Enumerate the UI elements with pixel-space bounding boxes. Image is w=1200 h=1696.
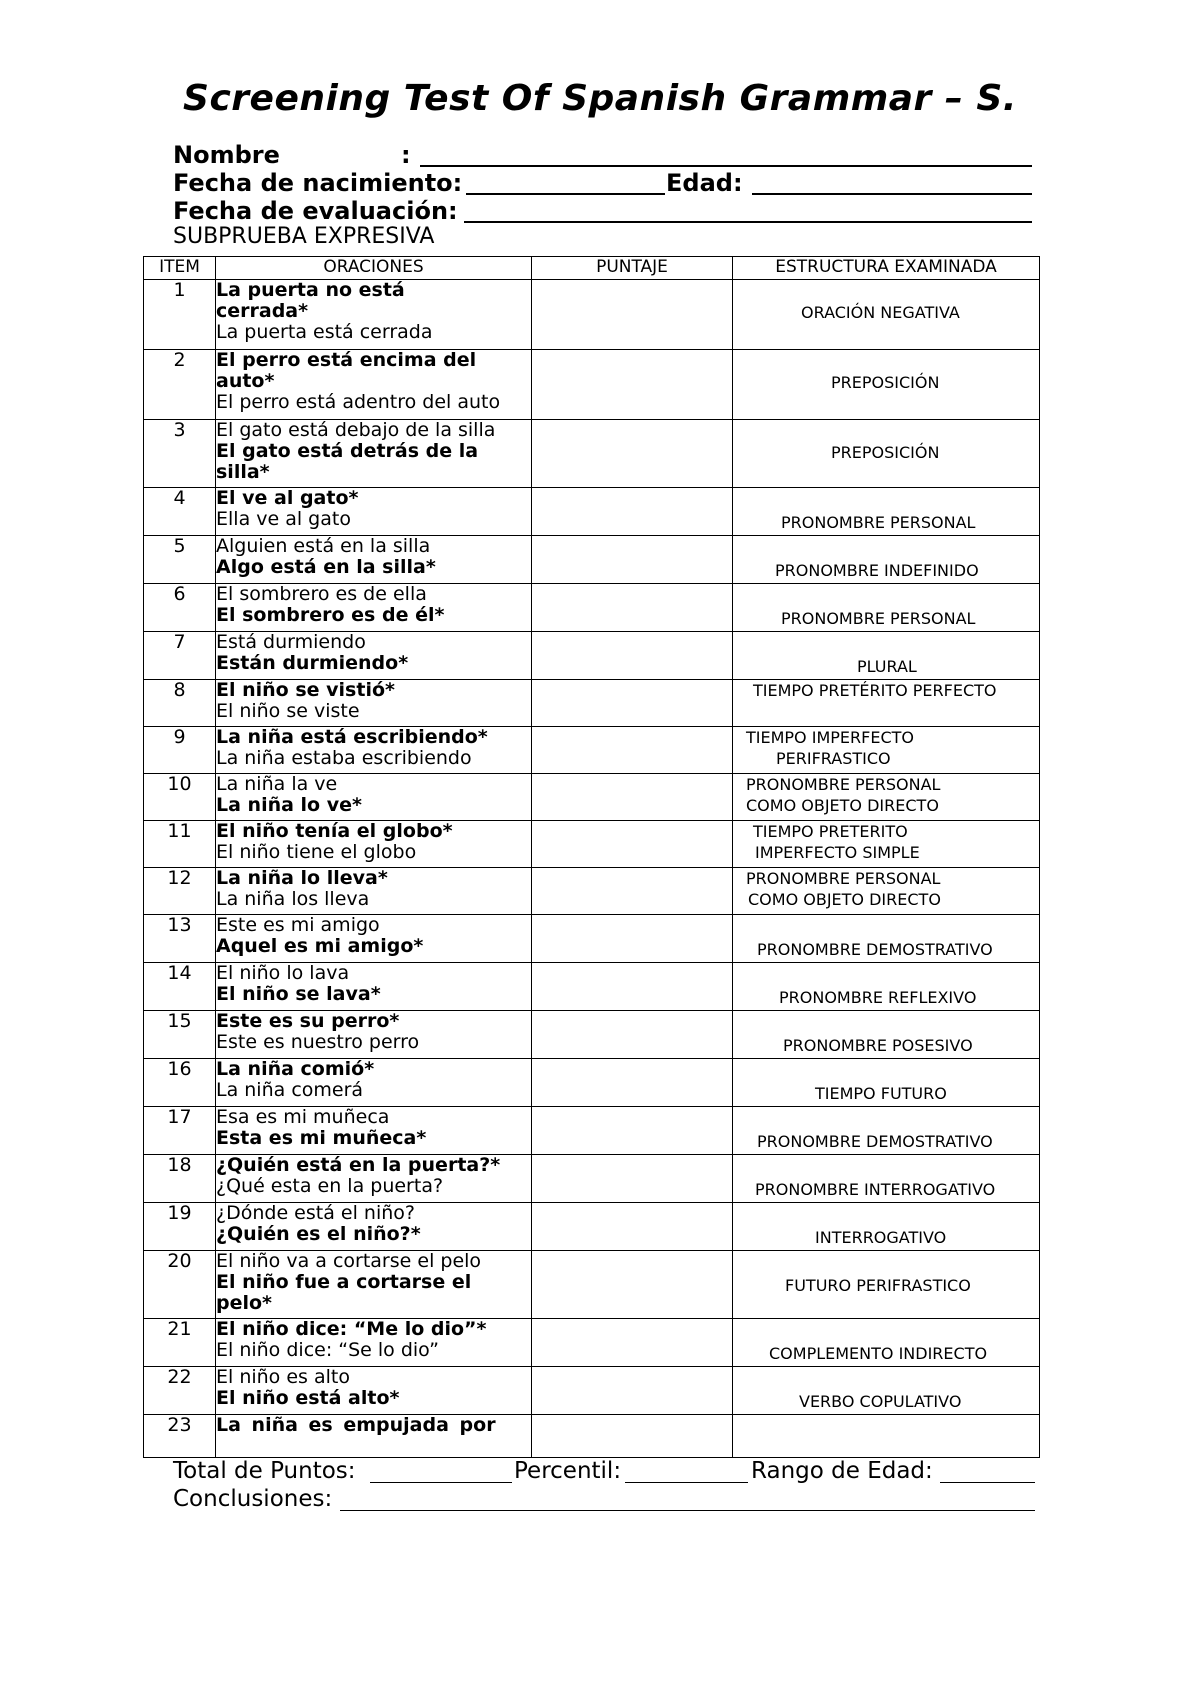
structure-cell: [733, 632, 1040, 680]
alternate-sentence: El niño es alto: [216, 1366, 350, 1388]
alternate-sentence: El sombrero es de ella: [216, 583, 427, 605]
sentences-cell: [216, 536, 532, 584]
sentences-cell: [216, 821, 532, 868]
alternate-sentence: El niño dice: “Se lo dio”: [216, 1339, 439, 1361]
item-number: 20: [144, 1251, 216, 1319]
score-cell[interactable]: [532, 821, 733, 868]
score-cell[interactable]: [532, 536, 733, 584]
structure-cell: [733, 1155, 1040, 1203]
target-sentence: auto*: [216, 370, 275, 392]
structure-label: PERIFRASTICO: [776, 749, 891, 768]
structure-label: VERBO COPULATIVO: [799, 1392, 962, 1411]
score-cell[interactable]: [532, 280, 733, 350]
percentil-label: Percentil:: [514, 1458, 622, 1484]
table-row: [144, 680, 1040, 727]
structure-label: PRONOMBRE INTERROGATIVO: [755, 1180, 996, 1199]
page-title: Screening Test Of Spanish Grammar – S.: [183, 78, 1017, 119]
target-sentence: La niña lo lleva*: [216, 867, 388, 889]
alternate-sentence: El niño va a cortarse el pelo: [216, 1250, 482, 1272]
table-row: [144, 584, 1040, 632]
structure-cell: [733, 488, 1040, 536]
header-puntaje: PUNTAJE: [532, 257, 733, 280]
score-cell[interactable]: [532, 1059, 733, 1107]
table-row: [144, 1251, 1040, 1319]
table-row: [144, 632, 1040, 680]
nombre-colon: :: [401, 141, 411, 169]
target-sentence: silla*: [216, 461, 270, 483]
structure-label: PRONOMBRE PERSONAL: [746, 775, 941, 794]
structure-label: ORACIÓN NEGATIVA: [801, 303, 960, 322]
structure-label: PRONOMBRE INDEFINIDO: [775, 561, 979, 580]
header-item: ITEM: [144, 257, 216, 280]
table-row: [144, 350, 1040, 420]
structure-label: INTERROGATIVO: [815, 1228, 947, 1247]
target-sentence: pelo*: [216, 1292, 272, 1314]
table-row: [144, 868, 1040, 915]
alternate-sentence: La niña la ve: [216, 773, 338, 795]
target-sentence: El niño dice: “Me lo dio”*: [216, 1318, 487, 1340]
item-number: 12: [144, 868, 216, 915]
structure-cell: [733, 1367, 1040, 1415]
table-header-row: [144, 257, 1040, 280]
sentences-cell: [216, 915, 532, 963]
table-row: [144, 727, 1040, 774]
target-sentence: El niño se lava*: [216, 983, 381, 1005]
structure-label: PREPOSICIÓN: [831, 443, 940, 462]
table-row: [144, 915, 1040, 963]
structure-cell: [733, 420, 1040, 488]
score-cell[interactable]: [532, 1155, 733, 1203]
alternate-sentence: Esa es mi muñeca: [216, 1106, 390, 1128]
table-row: [144, 536, 1040, 584]
alternate-sentence: Este es nuestro perro: [216, 1031, 420, 1053]
subtest-title: SUBPRUEBA EXPRESIVA: [173, 224, 435, 249]
sentences-cell: [216, 420, 532, 488]
score-cell[interactable]: [532, 1367, 733, 1415]
structure-label: TIEMPO PRETÉRITO PERFECTO: [753, 681, 997, 700]
table-row: [144, 280, 1040, 350]
sentences-cell: [216, 1155, 532, 1203]
sentences-cell: [216, 1203, 532, 1251]
alternate-sentence: El perro está adentro del auto: [216, 391, 501, 413]
structure-cell: [733, 280, 1040, 350]
target-sentence: La niña está escribiendo*: [216, 726, 488, 748]
item-number: 11: [144, 821, 216, 868]
sentences-cell: [216, 1107, 532, 1155]
table-row: [144, 1415, 1040, 1458]
structure-label: TIEMPO PRETERITO: [753, 822, 908, 841]
structure-cell: [733, 915, 1040, 963]
sentences-cell: [216, 584, 532, 632]
item-number: 15: [144, 1011, 216, 1059]
sentences-cell: [216, 1059, 532, 1107]
table-row: [144, 1059, 1040, 1107]
table-row: [144, 488, 1040, 536]
table-row: [144, 1319, 1040, 1367]
sentences-cell: [216, 488, 532, 536]
item-number: 17: [144, 1107, 216, 1155]
target-sentence: La puerta no está: [216, 279, 405, 301]
target-sentence: El niño está alto*: [216, 1387, 400, 1409]
table-row: [144, 1011, 1040, 1059]
score-cell[interactable]: [532, 632, 733, 680]
target-sentence: La niña lo ve*: [216, 794, 362, 816]
target-sentence: cerrada*: [216, 300, 309, 322]
structure-cell: [733, 1415, 1040, 1458]
sentences-cell: [216, 868, 532, 915]
structure-cell: [733, 1011, 1040, 1059]
conclusiones-label: Conclusiones:: [173, 1486, 333, 1512]
item-number: 16: [144, 1059, 216, 1107]
fecha-nacimiento-input-line[interactable]: [466, 193, 665, 195]
item-number: 8: [144, 680, 216, 727]
structure-label: FUTURO PERIFRASTICO: [785, 1276, 971, 1295]
item-number: 2: [144, 350, 216, 420]
item-number: 1: [144, 280, 216, 350]
score-cell[interactable]: [532, 963, 733, 1011]
header-oraciones: ORACIONES: [216, 257, 532, 280]
alternate-sentence: Este es mi amigo: [216, 914, 380, 936]
alternate-sentence: La niña los lleva: [216, 888, 370, 910]
nombre-label: Nombre: [173, 141, 280, 169]
structure-label: PLURAL: [857, 657, 917, 676]
structure-cell: [733, 774, 1040, 821]
structure-label: PRONOMBRE PERSONAL: [781, 609, 976, 628]
structure-label: PRONOMBRE REFLEXIVO: [779, 988, 977, 1007]
score-cell[interactable]: [532, 584, 733, 632]
target-sentence: El niño fue a cortarse el: [216, 1271, 472, 1293]
alternate-sentence: ¿Qué esta en la puerta?: [216, 1175, 444, 1197]
table-row: [144, 420, 1040, 488]
score-cell[interactable]: [532, 488, 733, 536]
structure-label: TIEMPO FUTURO: [815, 1084, 947, 1103]
score-cell[interactable]: [532, 915, 733, 963]
structure-cell: [733, 536, 1040, 584]
alternate-sentence: El gato está debajo de la silla: [216, 419, 496, 441]
sentences-cell: [216, 774, 532, 821]
sentences-cell: [216, 632, 532, 680]
score-cell[interactable]: [532, 1203, 733, 1251]
structure-label: COMO OBJETO DIRECTO: [748, 890, 941, 909]
item-number: 23: [144, 1415, 216, 1458]
sentences-cell: [216, 727, 532, 774]
total-puntos-label: Total de Puntos:: [173, 1458, 356, 1484]
sentences-cell: [216, 1415, 532, 1458]
sentences-cell: [216, 1011, 532, 1059]
score-cell[interactable]: [532, 350, 733, 420]
structure-cell: [733, 963, 1040, 1011]
edad-label: Edad:: [666, 169, 743, 197]
target-sentence: Algo está en la silla*: [216, 556, 436, 578]
table-row: [144, 774, 1040, 821]
fecha-evaluacion-label: Fecha de evaluación:: [173, 197, 458, 225]
target-sentence: Están durmiendo*: [216, 652, 409, 674]
structure-label: COMPLEMENTO INDIRECTO: [769, 1344, 988, 1363]
alternate-sentence: La niña comerá: [216, 1079, 364, 1101]
item-number: 14: [144, 963, 216, 1011]
alternate-sentence: La puerta está cerrada: [216, 321, 433, 343]
target-sentence: Aquel es mi amigo*: [216, 935, 424, 957]
table-row: [144, 821, 1040, 868]
item-number: 18: [144, 1155, 216, 1203]
structure-label: PRONOMBRE POSESIVO: [783, 1036, 973, 1055]
structure-label: PREPOSICIÓN: [831, 373, 940, 392]
alternate-sentence: El niño tiene el globo: [216, 841, 417, 863]
structure-label: IMPERFECTO SIMPLE: [755, 843, 920, 862]
structure-label: PRONOMBRE PERSONAL: [746, 869, 941, 888]
item-number: 10: [144, 774, 216, 821]
structure-cell: [733, 727, 1040, 774]
item-number: 4: [144, 488, 216, 536]
table-row: [144, 963, 1040, 1011]
table-row: [144, 1107, 1040, 1155]
item-number: 21: [144, 1319, 216, 1367]
score-cell[interactable]: [532, 1319, 733, 1367]
target-sentence: El sombrero es de él*: [216, 604, 445, 626]
item-number: 7: [144, 632, 216, 680]
target-sentence: La niña comió*: [216, 1058, 375, 1080]
target-sentence: El ve al gato*: [216, 487, 359, 509]
target-sentence: ¿Quién está en la puerta?*: [216, 1154, 501, 1176]
structure-label: TIEMPO IMPERFECTO: [746, 728, 914, 747]
nombre-input-line[interactable]: [420, 165, 1032, 167]
structure-cell: [733, 1319, 1040, 1367]
structure-cell: [733, 868, 1040, 915]
score-cell[interactable]: [532, 774, 733, 821]
fecha-nacimiento-label: Fecha de nacimiento:: [173, 169, 463, 197]
edad-input-line[interactable]: [752, 193, 1032, 195]
structure-label: COMO OBJETO DIRECTO: [746, 796, 939, 815]
alternate-sentence: ¿Dónde está el niño?: [216, 1202, 415, 1224]
target-sentence: El perro está encima del: [216, 349, 477, 371]
grammar-items-table: [143, 256, 1040, 1458]
structure-cell: [733, 1203, 1040, 1251]
sentences-cell: [216, 680, 532, 727]
target-sentence: El niño se vistió*: [216, 679, 395, 701]
table-row: [144, 1367, 1040, 1415]
item-number: 19: [144, 1203, 216, 1251]
sentences-cell: [216, 1367, 532, 1415]
table-row: [144, 1155, 1040, 1203]
sentences-cell: [216, 350, 532, 420]
score-cell[interactable]: [532, 420, 733, 488]
structure-cell: [733, 680, 1040, 727]
conclusiones-input-line[interactable]: [340, 1510, 1035, 1511]
structure-cell: [733, 821, 1040, 868]
target-sentence: Esta es mi muñeca*: [216, 1127, 427, 1149]
structure-label: PRONOMBRE DEMOSTRATIVO: [757, 1132, 993, 1151]
total-puntos-input-line[interactable]: [370, 1482, 512, 1483]
item-number: 9: [144, 727, 216, 774]
target-sentence: El niño tenía el globo*: [216, 820, 453, 842]
target-sentence: El gato está detrás de la: [216, 440, 479, 462]
structure-cell: [733, 1107, 1040, 1155]
structure-label: PRONOMBRE PERSONAL: [781, 513, 976, 532]
percentil-input-line[interactable]: [625, 1482, 748, 1483]
structure-cell: [733, 1251, 1040, 1319]
score-cell[interactable]: [532, 868, 733, 915]
score-cell[interactable]: [532, 1107, 733, 1155]
item-number: 13: [144, 915, 216, 963]
alternate-sentence: Está durmiendo: [216, 631, 366, 653]
score-cell[interactable]: [532, 680, 733, 727]
structure-cell: [733, 350, 1040, 420]
table-row: [144, 1203, 1040, 1251]
sentences-cell: [216, 963, 532, 1011]
structure-label: PRONOMBRE DEMOSTRATIVO: [757, 940, 993, 959]
item-number: 6: [144, 584, 216, 632]
table-body: [144, 280, 1040, 1458]
item-number: 22: [144, 1367, 216, 1415]
target-sentence: La niña es empujada por: [216, 1414, 496, 1436]
target-sentence: ¿Quién es el niño?*: [216, 1223, 421, 1245]
target-sentence: Este es su perro*: [216, 1010, 400, 1032]
sentences-cell: [216, 1251, 532, 1319]
score-cell[interactable]: [532, 1011, 733, 1059]
alternate-sentence: Alguien está en la silla: [216, 535, 431, 557]
item-number: 5: [144, 536, 216, 584]
score-cell[interactable]: [532, 1415, 733, 1458]
score-cell[interactable]: [532, 1251, 733, 1319]
alternate-sentence: El niño lo lava: [216, 962, 350, 984]
header-estructura: ESTRUCTURA EXAMINADA: [733, 257, 1040, 280]
structure-cell: [733, 584, 1040, 632]
fecha-evaluacion-input-line[interactable]: [464, 221, 1032, 223]
alternate-sentence: Ella ve al gato: [216, 508, 351, 530]
rango-edad-label: Rango de Edad:: [751, 1458, 933, 1484]
rango-edad-input-line[interactable]: [940, 1482, 1035, 1483]
structure-cell: [733, 1059, 1040, 1107]
alternate-sentence: El niño se viste: [216, 700, 360, 722]
sentences-cell: [216, 280, 532, 350]
sentences-cell: [216, 1319, 532, 1367]
alternate-sentence: La niña estaba escribiendo: [216, 747, 472, 769]
score-cell[interactable]: [532, 727, 733, 774]
item-number: 3: [144, 420, 216, 488]
